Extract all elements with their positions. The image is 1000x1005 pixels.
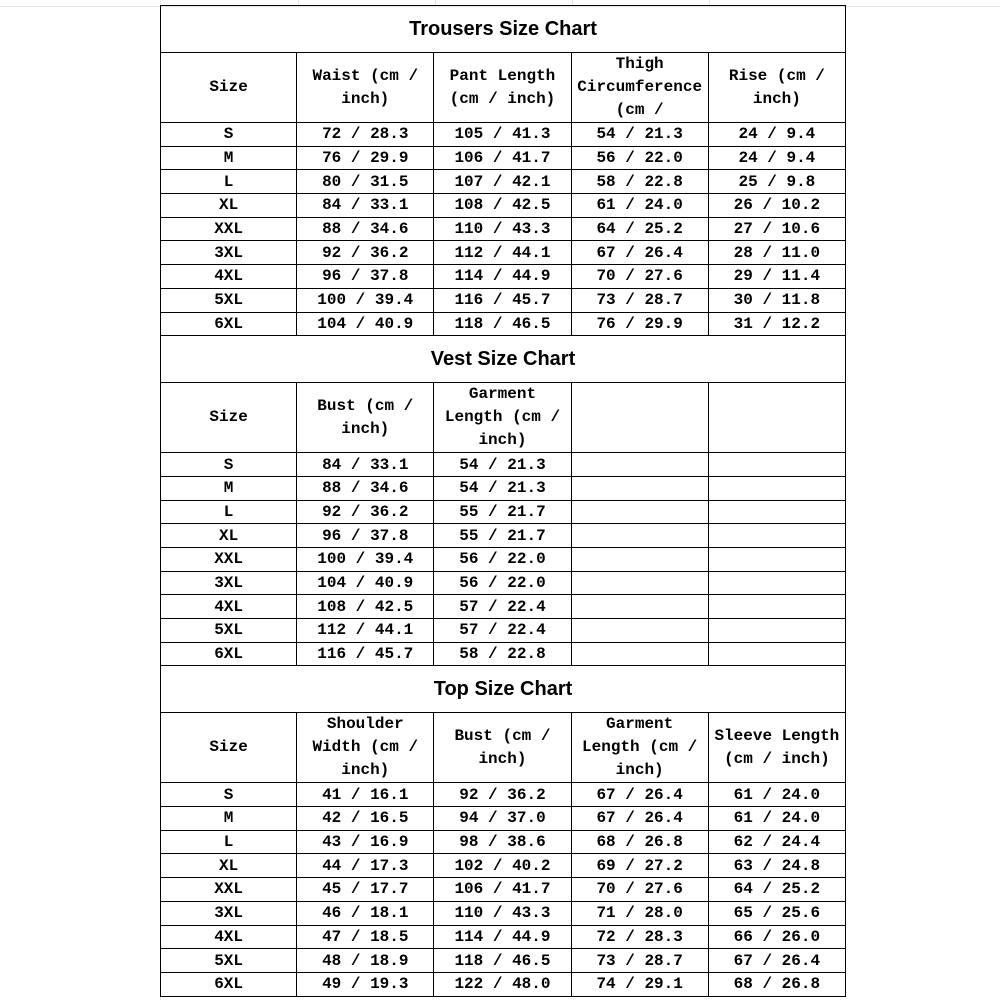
top-value-cell: 49 / 19.3 <box>297 972 434 996</box>
vest-value-cell: 96 / 37.8 <box>297 524 434 548</box>
vest-value-cell <box>571 476 708 500</box>
trousers-table-row <box>161 312 846 336</box>
trousers-table-row <box>161 146 846 170</box>
trousers-title-row <box>161 6 846 53</box>
top-header-label: Shoulder Width (cm / inch) <box>312 715 419 780</box>
top-table-row <box>161 807 846 831</box>
top-header-label: Size <box>209 738 248 757</box>
trousers-header-label: Pant Length (cm / inch) <box>449 66 556 108</box>
top-header-row <box>161 713 846 783</box>
vest-size-cell: XXL <box>161 547 297 571</box>
vest-table-row <box>161 500 846 524</box>
trousers-value-cell: 96 / 37.8 <box>297 265 434 289</box>
vest-value-cell: 58 / 22.8 <box>434 642 571 666</box>
vest-value-cell: 100 / 39.4 <box>297 547 434 571</box>
top-value-cell: 122 / 48.0 <box>434 972 571 996</box>
vest-size-cell: M <box>161 476 297 500</box>
trousers-value-cell: 110 / 43.3 <box>434 217 571 241</box>
top-size-cell: 6XL <box>161 972 297 996</box>
trousers-value-cell: 118 / 46.5 <box>434 312 571 336</box>
vest-header-cell <box>297 383 434 453</box>
vest-value-cell: 57 / 22.4 <box>434 619 571 643</box>
trousers-value-cell: 30 / 11.8 <box>708 288 845 312</box>
top-value-cell: 65 / 25.6 <box>708 901 845 925</box>
trousers-size-cell: XXL <box>161 217 297 241</box>
trousers-value-cell: 31 / 12.2 <box>708 312 845 336</box>
trousers-chart-title: Trousers Size Chart <box>161 6 846 53</box>
trousers-size-cell: 3XL <box>161 241 297 265</box>
trousers-value-cell: 54 / 21.3 <box>571 123 708 147</box>
trousers-header-cell <box>161 53 297 123</box>
top-value-cell: 61 / 24.0 <box>708 807 845 831</box>
trousers-table-row <box>161 288 846 312</box>
trousers-header-label: Rise (cm / inch) <box>728 66 825 108</box>
vest-table-row <box>161 595 846 619</box>
vest-header-cell <box>434 383 571 453</box>
size-chart-sheet <box>160 5 846 1005</box>
top-value-cell: 98 / 38.6 <box>434 830 571 854</box>
top-value-cell: 66 / 26.0 <box>708 925 845 949</box>
trousers-size-cell: L <box>161 170 297 194</box>
vest-table-row <box>161 476 846 500</box>
trousers-header-row <box>161 53 846 123</box>
trousers-value-cell: 64 / 25.2 <box>571 217 708 241</box>
top-value-cell: 46 / 18.1 <box>297 901 434 925</box>
top-value-cell: 68 / 26.8 <box>708 972 845 996</box>
trousers-value-cell: 73 / 28.7 <box>571 288 708 312</box>
top-size-cell: S <box>161 783 297 807</box>
vest-chart-title: Vest Size Chart <box>161 336 846 383</box>
trousers-value-cell: 88 / 34.6 <box>297 217 434 241</box>
vest-value-cell <box>708 571 845 595</box>
top-header-label: Sleeve Length (cm / inch) <box>714 726 840 768</box>
trousers-table-row <box>161 241 846 265</box>
top-table-row <box>161 925 846 949</box>
vest-value-cell: 92 / 36.2 <box>297 500 434 524</box>
vest-value-cell <box>571 642 708 666</box>
vest-value-cell: 104 / 40.9 <box>297 571 434 595</box>
top-value-cell: 44 / 17.3 <box>297 854 434 878</box>
top-value-cell: 45 / 17.7 <box>297 878 434 902</box>
trousers-value-cell: 80 / 31.5 <box>297 170 434 194</box>
top-table-row <box>161 783 846 807</box>
top-size-cell: 5XL <box>161 949 297 973</box>
vest-value-cell <box>708 476 845 500</box>
trousers-value-cell: 70 / 27.6 <box>571 265 708 289</box>
vest-table-row <box>161 571 846 595</box>
trousers-value-cell: 56 / 22.0 <box>571 146 708 170</box>
vest-value-cell <box>708 500 845 524</box>
top-value-cell: 110 / 43.3 <box>434 901 571 925</box>
trousers-header-cell <box>297 53 434 123</box>
top-value-cell: 94 / 37.0 <box>434 807 571 831</box>
top-value-cell: 72 / 28.3 <box>571 925 708 949</box>
top-value-cell: 63 / 24.8 <box>708 854 845 878</box>
vest-table-row <box>161 547 846 571</box>
vest-value-cell <box>571 571 708 595</box>
top-header-cell <box>434 713 571 783</box>
trousers-table-row <box>161 170 846 194</box>
vest-value-cell <box>571 453 708 477</box>
top-size-cell: L <box>161 830 297 854</box>
vest-header-cell <box>161 383 297 453</box>
vest-size-cell: 6XL <box>161 642 297 666</box>
vest-value-cell: 116 / 45.7 <box>297 642 434 666</box>
size-chart-table <box>160 5 846 997</box>
trousers-size-cell: 6XL <box>161 312 297 336</box>
trousers-value-cell: 100 / 39.4 <box>297 288 434 312</box>
vest-header-label: Bust (cm / inch) <box>317 396 414 438</box>
top-header-cell <box>708 713 845 783</box>
vest-value-cell <box>708 642 845 666</box>
top-value-cell: 67 / 26.4 <box>571 807 708 831</box>
trousers-value-cell: 76 / 29.9 <box>571 312 708 336</box>
trousers-size-cell: XL <box>161 194 297 218</box>
trousers-value-cell: 112 / 44.1 <box>434 241 571 265</box>
trousers-size-cell: M <box>161 146 297 170</box>
trousers-value-cell: 104 / 40.9 <box>297 312 434 336</box>
trousers-value-cell: 25 / 9.8 <box>708 170 845 194</box>
trousers-value-cell: 24 / 9.4 <box>708 146 845 170</box>
vest-value-cell: 88 / 34.6 <box>297 476 434 500</box>
vest-value-cell <box>571 547 708 571</box>
top-header-cell <box>161 713 297 783</box>
top-size-cell: 3XL <box>161 901 297 925</box>
trousers-value-cell: 76 / 29.9 <box>297 146 434 170</box>
top-value-cell: 48 / 18.9 <box>297 949 434 973</box>
vest-header-cell <box>571 383 708 453</box>
vest-size-cell: XL <box>161 524 297 548</box>
vest-value-cell: 57 / 22.4 <box>434 595 571 619</box>
vest-value-cell <box>571 500 708 524</box>
top-size-cell: XXL <box>161 878 297 902</box>
vest-value-cell: 112 / 44.1 <box>297 619 434 643</box>
vest-value-cell <box>708 595 845 619</box>
top-header-label: Bust (cm / inch) <box>454 726 551 768</box>
top-title-row <box>161 666 846 713</box>
top-chart-title: Top Size Chart <box>161 666 846 713</box>
trousers-value-cell: 114 / 44.9 <box>434 265 571 289</box>
trousers-size-cell: S <box>161 123 297 147</box>
top-value-cell: 68 / 26.8 <box>571 830 708 854</box>
vest-size-cell: 5XL <box>161 619 297 643</box>
trousers-table-row <box>161 265 846 289</box>
top-value-cell: 43 / 16.9 <box>297 830 434 854</box>
trousers-table-row <box>161 217 846 241</box>
vest-header-row <box>161 383 846 453</box>
vest-table-row <box>161 524 846 548</box>
top-header-cell <box>571 713 708 783</box>
trousers-value-cell: 84 / 33.1 <box>297 194 434 218</box>
vest-size-cell: 4XL <box>161 595 297 619</box>
vest-value-cell: 55 / 21.7 <box>434 524 571 548</box>
trousers-value-cell: 72 / 28.3 <box>297 123 434 147</box>
top-value-cell: 67 / 26.4 <box>571 783 708 807</box>
top-value-cell: 67 / 26.4 <box>708 949 845 973</box>
top-value-cell: 62 / 24.4 <box>708 830 845 854</box>
top-table-row <box>161 878 846 902</box>
top-value-cell: 47 / 18.5 <box>297 925 434 949</box>
trousers-value-cell: 105 / 41.3 <box>434 123 571 147</box>
trousers-value-cell: 27 / 10.6 <box>708 217 845 241</box>
vest-size-cell: L <box>161 500 297 524</box>
top-size-cell: XL <box>161 854 297 878</box>
top-value-cell: 106 / 41.7 <box>434 878 571 902</box>
trousers-header-cell <box>708 53 845 123</box>
trousers-header-cell <box>571 53 708 123</box>
trousers-value-cell: 61 / 24.0 <box>571 194 708 218</box>
vest-value-cell <box>571 524 708 548</box>
top-value-cell: 64 / 25.2 <box>708 878 845 902</box>
top-value-cell: 61 / 24.0 <box>708 783 845 807</box>
top-value-cell: 74 / 29.1 <box>571 972 708 996</box>
vest-value-cell: 108 / 42.5 <box>297 595 434 619</box>
trousers-value-cell: 67 / 26.4 <box>571 241 708 265</box>
vest-header-cell <box>708 383 845 453</box>
vest-size-cell: S <box>161 453 297 477</box>
trousers-value-cell: 107 / 42.1 <box>434 170 571 194</box>
vest-value-cell: 54 / 21.3 <box>434 453 571 477</box>
top-table-row <box>161 972 846 996</box>
vest-value-cell <box>708 453 845 477</box>
trousers-value-cell: 116 / 45.7 <box>434 288 571 312</box>
vest-value-cell <box>708 547 845 571</box>
vest-value-cell <box>571 619 708 643</box>
top-value-cell: 73 / 28.7 <box>571 949 708 973</box>
top-value-cell: 42 / 16.5 <box>297 807 434 831</box>
top-table-row <box>161 949 846 973</box>
trousers-size-cell: 4XL <box>161 265 297 289</box>
top-value-cell: 118 / 46.5 <box>434 949 571 973</box>
top-value-cell: 114 / 44.9 <box>434 925 571 949</box>
vest-table-row <box>161 453 846 477</box>
trousers-value-cell: 108 / 42.5 <box>434 194 571 218</box>
vest-value-cell: 56 / 22.0 <box>434 547 571 571</box>
top-table-row <box>161 901 846 925</box>
top-size-cell: M <box>161 807 297 831</box>
trousers-header-label: Waist (cm / inch) <box>312 66 419 108</box>
trousers-table-row <box>161 123 846 147</box>
vest-size-cell: 3XL <box>161 571 297 595</box>
trousers-value-cell: 106 / 41.7 <box>434 146 571 170</box>
trousers-value-cell: 29 / 11.4 <box>708 265 845 289</box>
vest-header-label: Garment Length (cm / inch) <box>444 385 561 450</box>
top-value-cell: 92 / 36.2 <box>434 783 571 807</box>
top-table-row <box>161 830 846 854</box>
top-header-label: Garment Length (cm / inch) <box>582 715 698 780</box>
trousers-value-cell: 28 / 11.0 <box>708 241 845 265</box>
trousers-value-cell: 92 / 36.2 <box>297 241 434 265</box>
vest-value-cell <box>571 595 708 619</box>
trousers-value-cell: 24 / 9.4 <box>708 123 845 147</box>
top-value-cell: 102 / 40.2 <box>434 854 571 878</box>
trousers-table-row <box>161 194 846 218</box>
top-size-cell: 4XL <box>161 925 297 949</box>
vest-value-cell <box>708 619 845 643</box>
trousers-header-label: Thigh Circumference (cm / <box>577 55 703 119</box>
vest-title-row <box>161 336 846 383</box>
vest-value-cell: 54 / 21.3 <box>434 476 571 500</box>
vest-value-cell <box>708 524 845 548</box>
top-header-cell <box>297 713 434 783</box>
top-value-cell: 41 / 16.1 <box>297 783 434 807</box>
top-value-cell: 71 / 28.0 <box>571 901 708 925</box>
top-value-cell: 69 / 27.2 <box>571 854 708 878</box>
vest-table-row <box>161 642 846 666</box>
vest-value-cell: 55 / 21.7 <box>434 500 571 524</box>
vest-value-cell: 56 / 22.0 <box>434 571 571 595</box>
vest-value-cell: 84 / 33.1 <box>297 453 434 477</box>
top-value-cell: 70 / 27.6 <box>571 878 708 902</box>
spreadsheet-left-gridline <box>0 0 161 1000</box>
trousers-value-cell: 26 / 10.2 <box>708 194 845 218</box>
vest-header-label: Size <box>209 408 248 427</box>
top-table-row <box>161 854 846 878</box>
trousers-size-cell: 5XL <box>161 288 297 312</box>
trousers-value-cell: 58 / 22.8 <box>571 170 708 194</box>
vest-table-row <box>161 619 846 643</box>
trousers-header-cell <box>434 53 571 123</box>
trousers-header-label: Size <box>209 78 248 96</box>
